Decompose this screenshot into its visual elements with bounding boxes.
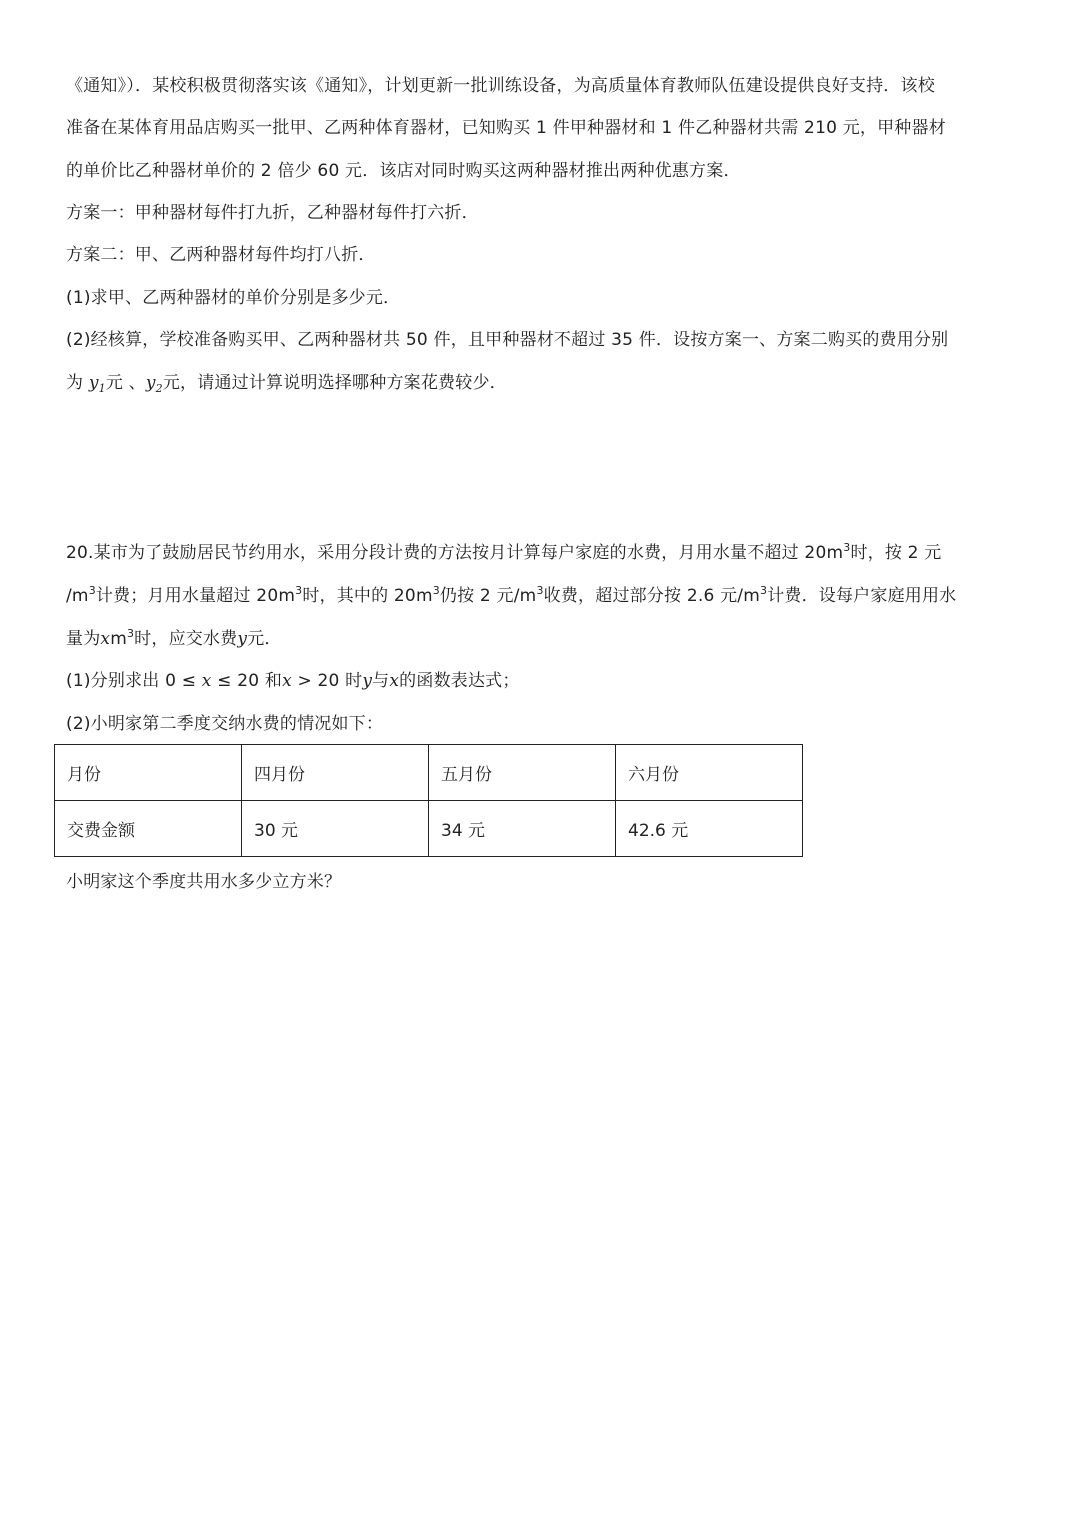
q19-part-2-middle: 元 、 bbox=[105, 373, 146, 393]
q19-plan-2: 方案二：甲、乙两种器材每件均打八折． bbox=[66, 245, 376, 265]
table-cell: 34 元 bbox=[429, 801, 616, 857]
table-row bbox=[55, 745, 803, 801]
table-header-cell: 五月份 bbox=[429, 745, 616, 801]
q20-l3-sup: 3 bbox=[126, 627, 135, 640]
q20-l2-a: /m bbox=[66, 586, 89, 606]
x-variable: x bbox=[201, 671, 212, 691]
q20-l2-b: 计费；月用水量超过 20m bbox=[95, 586, 296, 606]
x-variable: x bbox=[100, 629, 111, 649]
q20-p1-e: 的函数表达式； bbox=[399, 671, 520, 691]
y1-subscript: 1 bbox=[98, 382, 106, 395]
q20-l2-e: 收费，超过部分按 2.6 元/m bbox=[543, 586, 760, 606]
q20-p1-c: > 20 时 bbox=[291, 671, 363, 691]
table-cell: 交费金额 bbox=[55, 801, 242, 857]
q20-l2-sup3: 3 bbox=[432, 584, 440, 597]
y-variable: y bbox=[237, 629, 248, 649]
q20-l2-sup2: 3 bbox=[295, 584, 303, 597]
q19-part-2-suffix: 元，请通过计算说明选择哪种方案花费较少． bbox=[162, 373, 507, 393]
x-variable: x bbox=[389, 671, 400, 691]
q20-part-1 bbox=[66, 669, 1026, 693]
y1-variable: y bbox=[88, 373, 99, 393]
q20-l3-a: 量为 bbox=[66, 629, 101, 649]
y-variable: y bbox=[362, 671, 373, 691]
y2-variable: y bbox=[145, 373, 156, 393]
q20-l2-c: 时，其中的 20m bbox=[302, 586, 433, 606]
q19-part-2-prefix: 为 bbox=[66, 373, 89, 393]
table-header-cell: 月份 bbox=[55, 745, 242, 801]
table-header-cell: 四月份 bbox=[242, 745, 429, 801]
q20-text-line-3 bbox=[66, 627, 1026, 651]
table-cell: 30 元 bbox=[242, 801, 429, 857]
q20-part-2: (2)小明家第二季度交纳水费的情况如下： bbox=[66, 714, 384, 734]
q20-p1-b: ≤ 20 和 bbox=[211, 671, 283, 691]
q19-part-2-line-1: (2)经核算，学校准备购买甲、乙两种器材共 50 件，且甲种器材不超过 35 件．设按方案一、方案二购买的费用分别 bbox=[66, 330, 949, 350]
q20-l1-sup: 3 bbox=[843, 541, 851, 554]
q20-l2-f: 计费．设每户家庭用用水 bbox=[767, 586, 957, 606]
q20-text-line-2 bbox=[66, 584, 1026, 608]
q20-l2-sup1: 3 bbox=[88, 584, 96, 597]
q19-text-line-1: 《通知》）．某校积极贯彻落实该《通知》，计划更新一批训练设备，为高质量体育教师队伍建设提供良好支持．该校 bbox=[66, 76, 935, 96]
q20-text-line-1 bbox=[66, 541, 1026, 565]
q20-final-question: 小明家这个季度共用水多少立方米？ bbox=[66, 872, 342, 892]
table-row bbox=[55, 801, 803, 857]
table-cell: 42.6 元 bbox=[616, 801, 803, 857]
q20-l3-c: 时，应交水费 bbox=[134, 629, 238, 649]
table-header-cell: 六月份 bbox=[616, 745, 803, 801]
q20-l3-b: m bbox=[110, 629, 127, 649]
water-fee-table bbox=[54, 744, 803, 857]
q19-text-line-3: 的单价比乙种器材单价的 2 倍少 60 元．该店对同时购买这两种器材推出两种优惠方案． bbox=[66, 161, 741, 181]
q20-p1-d: 与 bbox=[372, 671, 390, 691]
q20-l2-sup5: 3 bbox=[759, 584, 768, 597]
q20-l2-d: 仍按 2 元/m bbox=[439, 586, 537, 606]
q20-l2-sup4: 3 bbox=[536, 584, 544, 597]
q20-l3-d: 元． bbox=[247, 629, 282, 649]
y2-subscript: 2 bbox=[155, 382, 163, 395]
q19-part-1: (1)求甲、乙两种器材的单价分别是多少元． bbox=[66, 288, 401, 308]
q19-plan-1: 方案一：甲种器材每件打九折，乙种器材每件打六折． bbox=[66, 203, 479, 223]
q20-l1-a: 20.某市为了鼓励居民节约用水，采用分段计费的方法按月计算每户家庭的水费，月用水量不超过 20m bbox=[66, 543, 844, 563]
q20-l1-b: 时，按 2 元 bbox=[850, 543, 942, 563]
q20-p1-a: (1)分别求出 0 ≤ bbox=[66, 671, 202, 691]
x-variable: x bbox=[282, 671, 292, 691]
q19-text-line-2: 准备在某体育用品店购买一批甲、乙两种体育器材，已知购买 1 件甲种器材和 1 件乙种器材共需 210 元，甲种器材 bbox=[66, 118, 946, 138]
q19-part-2-line-2 bbox=[66, 371, 1026, 395]
